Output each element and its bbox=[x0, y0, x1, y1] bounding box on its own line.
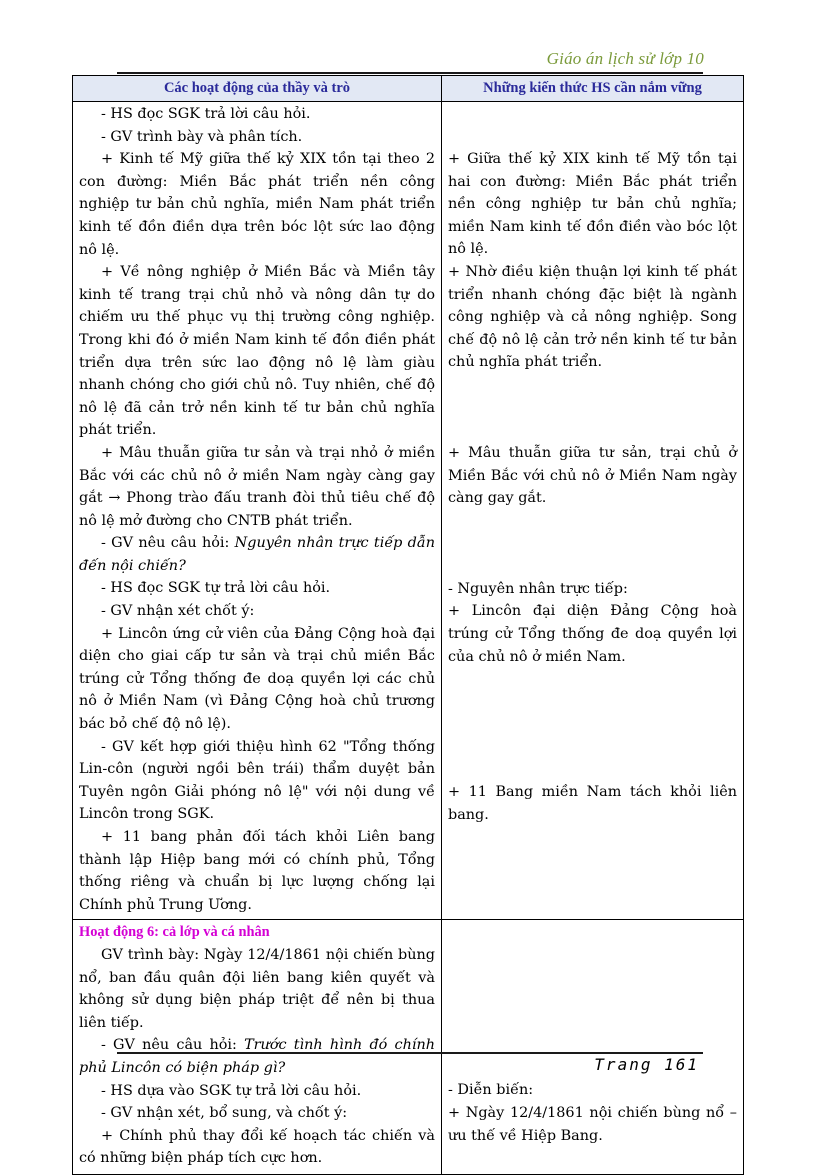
paragraph: + Lincôn đại diện Đảng Cộng hoà trúng cử Tổng thống đe doạ quyền lợi của chủ nô ở miền Nam. bbox=[448, 603, 737, 665]
paragraph: - GV nhận xét, bổ sung, và chốt ý: bbox=[101, 1105, 348, 1122]
paragraph: + Giữa thế kỷ XIX kinh tế Mỹ tồn tại hai con đường: Miền Bắc phát triển nền công nghiệp tư bản chủ nghĩa; miền Nam kinh tế đồn điền vào bóc lột nô lệ. bbox=[448, 151, 737, 258]
paragraph: + 11 bang phản đối tách khỏi Liên bang thành lập Hiệp bang mới có chính phủ, Tổng thống riêng và chuẩn bị lực lượng chống lại Chính phủ Trung Ương. bbox=[79, 829, 435, 913]
paragraph: - GV nhận xét chốt ý: bbox=[101, 603, 255, 620]
paragraph: + 11 Bang miền Nam tách khỏi liên bang. bbox=[448, 784, 737, 823]
document-header-title: Giáo án lịch sử lớp 10 bbox=[546, 49, 704, 68]
footer-rule bbox=[117, 1052, 703, 1054]
paragraph: - HS đọc SGK trả lời câu hỏi. bbox=[101, 106, 311, 122]
question-paragraph bbox=[79, 1034, 435, 1079]
paragraph: - HS đọc SGK tự trả lời câu hỏi. bbox=[101, 580, 331, 597]
paragraph: + Mâu thuẫn giữa tư sản, trại chủ ở Miền Bắc với chủ nô ở Miền Nam ngày càng gay gắt. bbox=[448, 444, 737, 507]
paragraph: GV trình bày: Ngày 12/4/1861 nội chiến bùng nổ, ban đầu quân đội liên bang kiên quyết và không sử dụng biện pháp triệt để nên bị thua liên tiếp. bbox=[79, 946, 435, 1031]
paragraph: + Mâu thuẫn giữa tư sản và trại nhỏ ở miền Bắc với các chủ nô ở miền Nam ngày càng gay gắt → Phong trào đấu tranh đòi thủ tiêu chế độ nô lệ mở đường cho CNTB phát triển. bbox=[79, 444, 435, 529]
question-paragraph bbox=[79, 532, 435, 577]
paragraph: + Lincôn ứng cử viên của Đảng Cộng hoà đại diện cho giai cấp tư sản và trại chủ miền Bắc trúng cử Tổng thống đe doạ quyền lợi các chủ nô ở Miền Nam (vì Đảng Cộng hoà chủ trương bác bỏ chế độ nô lệ). bbox=[79, 625, 435, 733]
question-text: Nguyên nhân trực tiếp dẫn đến nội chiến? bbox=[79, 535, 435, 574]
row1-knowledge-cell bbox=[442, 102, 743, 919]
question-text: Trước tình hình đó chính phủ Lincôn có biện pháp gì? bbox=[79, 1037, 435, 1076]
row2-activities-cell bbox=[73, 919, 442, 1174]
paragraph: - Nguyên nhân trực tiếp: bbox=[448, 580, 628, 597]
column-header-knowledge: Những kiến thức HS cần nắm vững bbox=[442, 76, 743, 102]
paragraph: - GV kết hợp giới thiệu hình 62 "Tổng thống Lin-côn (người ngồi bên trái) thẩm duyệt bản Tuyên ngôn Giải phóng nô lệ" với nội dung về Lincôn trong SGK. bbox=[79, 738, 435, 823]
paragraph: - Diễn biến: bbox=[448, 1082, 534, 1099]
row2-knowledge-cell bbox=[442, 919, 743, 1174]
section-title: Hoạt động 6: cả lớp và cá nhân bbox=[79, 924, 270, 941]
lesson-table bbox=[72, 75, 744, 1175]
header-rule bbox=[117, 72, 703, 74]
row1-activities-cell bbox=[73, 102, 442, 919]
column-header-activities: Các hoạt động của thầy và trò bbox=[73, 76, 442, 102]
paragraph: - GV trình bày và phân tích. bbox=[101, 128, 303, 145]
paragraph: + Nhờ điều kiện thuận lợi kinh tế phát triển nhanh chóng đặc biệt là ngành công nghiệp và cả nông nghiệp. Song chế độ nô lệ cản trở nền kinh tế tư bản chủ nghĩa phát triển. bbox=[448, 263, 737, 371]
paragraph: + Về nông nghiệp ở Miền Bắc và Miền tây kinh tế trang trại chủ nhỏ và nông dân tự do chiếm ưu thế phục vụ thị trường công nghiệp. Trong khi đó ở miền Nam kinh tế đồn điền phát triển dựa trên sức lao động nô lệ làm giàu nhanh chóng cho giới chủ nô. Tuy nhiên, chế độ nô lệ đã cản trở nền kinh tế tư bản chủ nghĩa phát triển. bbox=[79, 264, 435, 439]
paragraph: + Kinh tế Mỹ giữa thế kỷ XIX tồn tại theo 2 con đường: Miền Bắc phát triển nền công nghiệp tư bản chủ nghĩa, miền Nam phát triển kinh tế đồn điền dựa trên bóc lột sức lao động nô lệ. bbox=[79, 151, 435, 258]
paragraph: + Chính phủ thay đổi kế hoạch tác chiến và có những biện pháp tích cực hơn. bbox=[79, 1127, 435, 1167]
page-number: Trang 161 bbox=[594, 1055, 699, 1074]
question-lead: - GV nêu câu hỏi: bbox=[101, 535, 235, 552]
paragraph: - HS dựa vào SGK tự trả lời câu hỏi. bbox=[101, 1082, 362, 1099]
paragraph: + Ngày 12/4/1861 nội chiến bùng nổ – ưu thế về Hiệp Bang. bbox=[448, 1104, 737, 1144]
question-lead: - GV nêu câu hỏi: bbox=[101, 1037, 245, 1054]
